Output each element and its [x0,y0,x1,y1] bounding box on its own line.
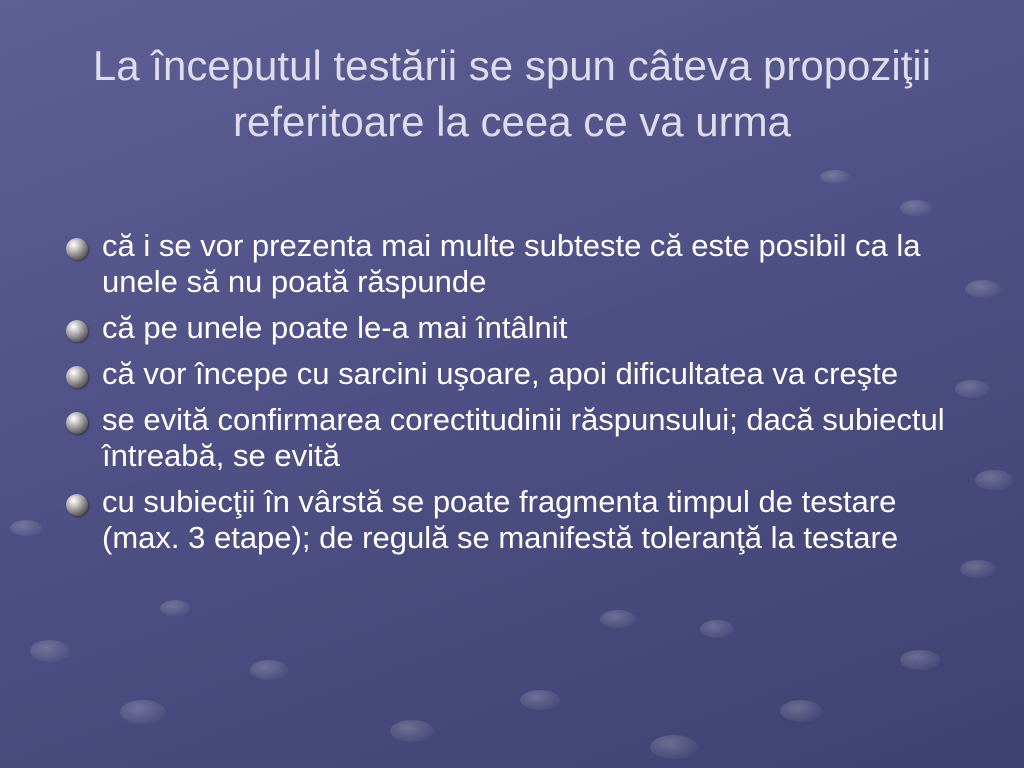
background-pebble [900,650,940,670]
background-pebble [820,170,850,184]
bullet-text: cu subiecţii în vârstă se poate fragmenta timpul de testare (max. 3 etape); de regulă se manifestă toleranţă la testare [102,484,899,555]
background-pebble [965,280,1001,298]
bullet-item [66,356,964,392]
bullet-text: că i se vor prezenta mai multe subteste că este posibil ca la unele să nu poată răspunde [102,228,921,299]
sphere-bullet-icon [66,238,88,260]
bullet-list [66,228,964,566]
bullet-item [66,228,964,300]
background-pebble [10,520,42,536]
bullet-text: că vor începe cu sarcini uşoare, apoi dificultatea va creşte [102,356,899,391]
background-pebble [650,735,698,759]
background-pebble [250,660,288,680]
background-pebble [780,700,822,722]
sphere-bullet-icon [66,412,88,434]
background-pebble [975,470,1013,490]
background-pebble [520,690,560,710]
bullet-text: se evită confirmarea corectitudinii răspunsului; dacă subiectul întreabă, se evită [102,402,945,473]
bullet-item [66,484,964,556]
background-pebble [30,640,70,662]
slide-title: La începutul testării se spun câteva propoziţii referitoare la ceea ce va urma [92,42,932,145]
sphere-bullet-icon [66,366,88,388]
bullet-item [66,402,964,474]
background-pebble [390,720,434,742]
background-pebble [960,560,996,578]
background-pebble [600,610,636,628]
bullet-item [66,310,964,346]
sphere-bullet-icon [66,494,88,516]
bullet-text: că pe unele poate le-a mai întâlnit [102,310,568,345]
background-pebble [160,600,190,616]
background-pebble [700,620,734,638]
background-pebble [900,200,932,216]
background-pebble [120,700,166,724]
sphere-bullet-icon [66,320,88,342]
